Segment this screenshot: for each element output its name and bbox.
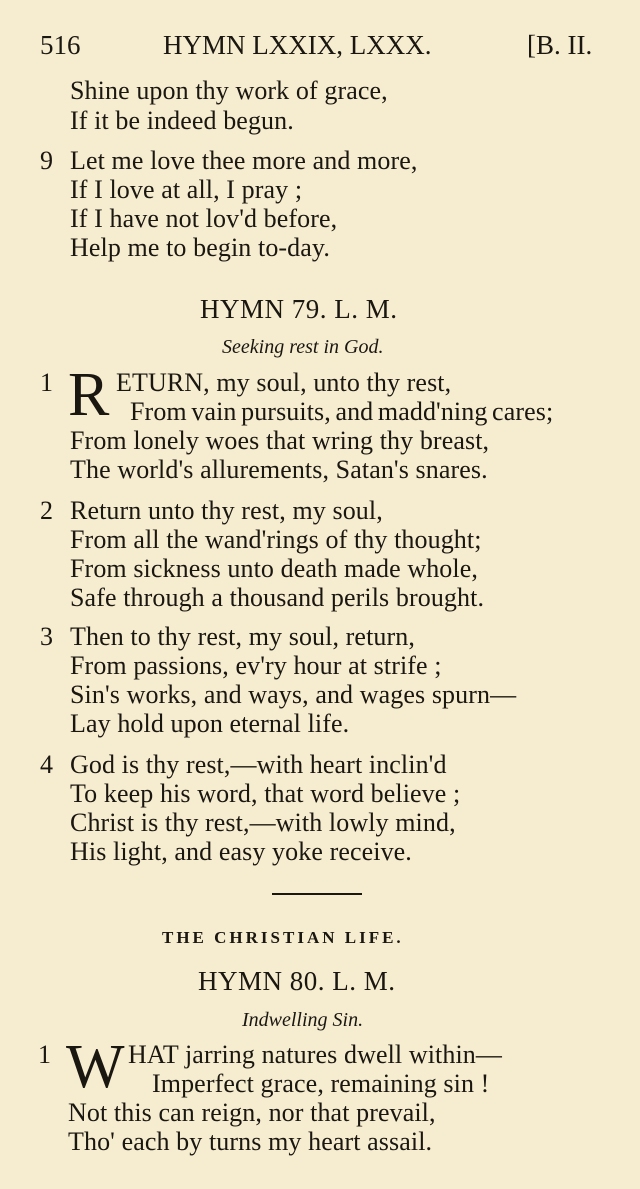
stanza-number: 1 [40, 368, 53, 397]
verse-line: If it be indeed begun. [70, 106, 294, 135]
verse-line: Shine upon thy work of grace, [70, 76, 388, 105]
verse-line: Help me to begin to-day. [70, 233, 330, 262]
hymn-subtitle: Seeking rest in God. [222, 336, 384, 358]
verse-line: The world's allurements, Satan's snares. [70, 455, 488, 484]
verse-line: If I have not lov'd before, [70, 204, 338, 233]
verse-line: To keep his word, that word believe ; [70, 779, 461, 808]
stanza-number: 9 [40, 146, 53, 175]
verse-line: Not this can reign, nor that prevail, [68, 1098, 436, 1127]
section-divider [272, 893, 362, 895]
verse-line: Lay hold upon eternal life. [70, 709, 350, 738]
verse-line: His light, and easy yoke receive. [70, 837, 412, 866]
verse-line: Sin's works, and ways, and wages spurn— [70, 680, 517, 709]
verse-line: From all the wand'rings of thy thought; [70, 525, 482, 554]
stanza-number: 1 [38, 1040, 51, 1069]
verse-line: Safe through a thousand perils brought. [70, 583, 485, 612]
verse-line: Tho' each by turns my heart assail. [68, 1127, 433, 1156]
stanza-number: 4 [40, 750, 53, 779]
book-marker: [B. II. [527, 30, 593, 60]
drop-cap: W [66, 1033, 125, 1101]
section-title: THE CHRISTIAN LIFE. [162, 928, 404, 947]
verse-line: HAT jarring natures dwell within— [128, 1040, 502, 1069]
drop-cap: R [68, 361, 110, 429]
verse-line: God is thy rest,—with heart inclin'd [70, 750, 447, 779]
verse-line: From sickness unto death made whole, [70, 554, 478, 583]
verse-line: From passions, ev'ry hour at strife ; [70, 651, 442, 680]
hymn-title: HYMN 79. L. M. [200, 294, 398, 324]
verse-line: Then to thy rest, my soul, return, [70, 622, 415, 651]
stanza-number: 3 [40, 622, 53, 651]
stanza-number: 2 [40, 496, 53, 525]
verse-line: Christ is thy rest,—with lowly mind, [70, 808, 456, 837]
page-number: 516 [40, 30, 81, 60]
verse-line: If I love at all, I pray ; [70, 175, 303, 204]
verse-line: Return unto thy rest, my soul, [70, 496, 383, 525]
verse-line: Imperfect grace, remaining sin ! [152, 1069, 490, 1098]
verse-line: From lonely woes that wring thy breast, [70, 426, 490, 455]
verse-line: ETURN, my soul, unto thy rest, [116, 368, 452, 397]
hymn-title: HYMN 80. L. M. [198, 966, 396, 996]
hymn-subtitle: Indwelling Sin. [242, 1009, 364, 1031]
verse-line: From vain pursuits, and madd'ning cares; [130, 397, 554, 426]
verse-line: Let me love thee more and more, [70, 146, 418, 175]
running-title: HYMN LXXIX, LXXX. [163, 30, 432, 60]
